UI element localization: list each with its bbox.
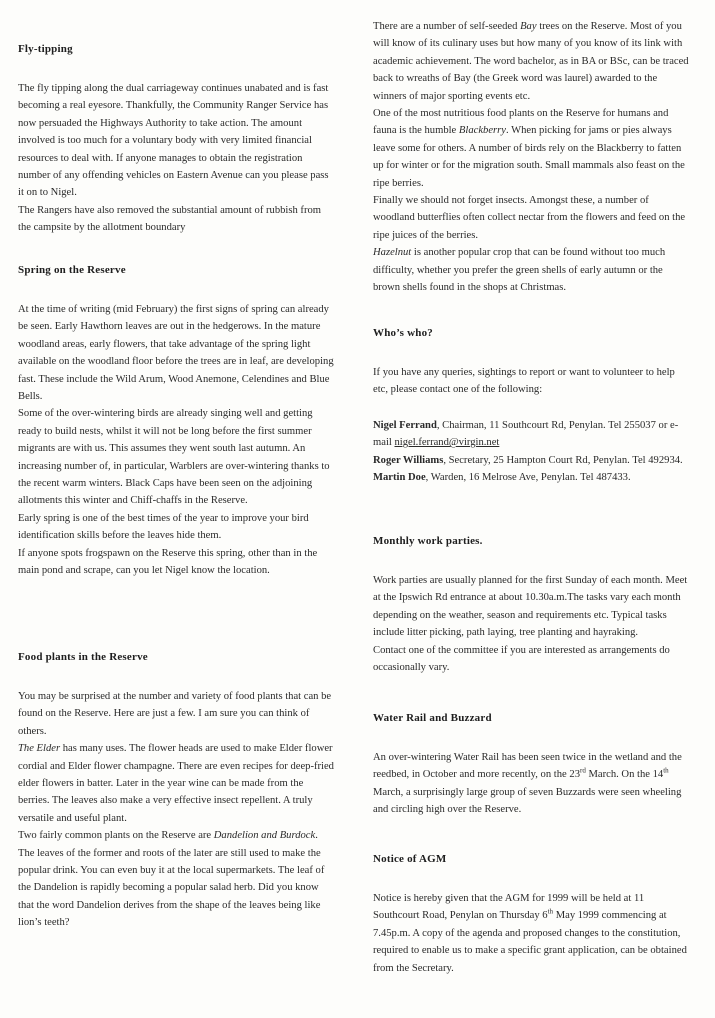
emphasis-dandelion: Dandelion and Burdock — [213, 830, 316, 842]
article-food-plants-continued — [373, 18, 691, 297]
paragraph: If anyone spots frogspawn on the Reserve this spring, other than in the main pond and scrape, can you let Nigel know the location. — [18, 547, 318, 577]
paragraph: Some of the over-wintering birds are already singing well and getting ready to build nests, whilst it will not be long before the first summer migrants are with us. This assumes they went south last autumn. An increasing number of, in particular, Warblers are over-wintering thanks to the recent warm winters. Black Caps have been seen on the adjoining allotments this winter and Chiff-chaffs in the Reserve. — [18, 408, 330, 507]
contact-chairman: Nigel Ferrand, Chairman, 11 Southcourt Rd, Penylan. Tel 255037 or e-mail nigel.ferrand@virgin.net — [373, 419, 679, 449]
article-whos-who — [373, 326, 691, 486]
paragraph: Notice is hereby given that the AGM for 1999 will be held at 11 Southcourt Road, Penylan on Thursday 6th May 1999 commencing at 7.45p.m. A copy of the agenda and proposed changes to the constitution, required to enable us to make a specific grant application, can be obtained from the Secretary. — [373, 893, 687, 974]
paragraph: The Elder has many uses. The flower heads are used to make Elder flower cordial and Elder flower champagne. There are even recipes for deep-fried elder flowers in batter. Later in the year wine can be made from the berries. The leaves also make a very effective insect repellent. A truly versatile and useful plant. — [18, 743, 334, 824]
heading-food-plants: Food plants in the Reserve — [18, 651, 148, 663]
paragraph: An over-wintering Water Rail has been seen twice in the wetland and the reedbed, in October and more recently, on the 23rd March. On the 14th March, a surprisingly large group of seven Buzzards were seen wheeling and circling high over the Reserve. — [373, 752, 682, 816]
article-food-plants — [18, 650, 336, 932]
paragraph: You may be surprised at the number and variety of food plants that can be found on the Reserve. Here are just a few. I am sure you can think of others. — [18, 691, 332, 737]
paragraph: Work parties are usually planned for the first Sunday of each month. Meet at the Ipswich Rd entrance at about 10.30a.m.The tasks vary each month depending on the weather, season and requirements etc. Typical tasks include litter picking, path laying, tree planting and hayraking. — [373, 575, 688, 639]
emphasis-elder: The Elder — [18, 743, 61, 755]
paragraph: The Rangers have also removed the substantial amount of rubbish from the campsite by the allotment boundary — [18, 204, 322, 234]
paragraph: Finally we should not forget insects. Amongst these, a number of woodland butterflies often collect nectar from the flowers and feed on the ripe juices of the berries. — [373, 195, 686, 241]
article-agm — [373, 852, 691, 977]
emphasis-hazelnut: Hazelnut — [373, 247, 412, 259]
heading-agm: Notice of AGM — [373, 853, 447, 865]
paragraph: There are a number of self-seeded Bay trees on the Reserve. Most of you will know of its culinary uses but how many of you know of its link with academic achievement. The word bachelor, as in BA or BSc, can be traced back to wreaths of Bay (the Greek word was laurel) awarded to the winners of major sporting events etc. — [373, 21, 689, 102]
heading-water-rail: Water Rail and Buzzard — [373, 712, 492, 724]
contact-warden: Martin Doe, Warden, 16 Melrose Ave, Penylan. Tel 487433. — [373, 472, 631, 484]
heading-fly-tipping: Fly-tipping — [18, 43, 73, 55]
article-fly-tipping — [18, 42, 336, 237]
article-water-rail — [373, 711, 691, 819]
paragraph: At the time of writing (mid February) the first signs of spring can already be seen. Early Hawthorn leaves are out in the hedgerows. In the mature woodland areas, early flowers, that take advantage of the spring light available on the woodland floor before the trees are in leaf, are developing fast. These include the Wild Arum, Wood Anemone, Celendines and Blue Bells. — [18, 304, 334, 403]
heading-spring: Spring on the Reserve — [18, 264, 126, 276]
paragraph: Contact one of the committee if you are interested as arrangements do occasionally vary. — [373, 644, 670, 674]
emphasis-blackberry: Blackberry — [458, 125, 506, 137]
contact-list — [373, 417, 691, 487]
heading-work-parties: Monthly work parties. — [373, 535, 483, 547]
contact-secretary: Roger Williams, Secretary, 25 Hampton Court Rd, Penylan. Tel 492934. — [373, 454, 683, 466]
article-spring — [18, 263, 336, 580]
paragraph: Early spring is one of the best times of the year to improve your bird identification skills before the leaves hide them. — [18, 512, 309, 542]
heading-whos-who: Who’s who? — [373, 327, 433, 339]
email-link[interactable]: nigel.ferrand@virgin.net — [394, 437, 500, 449]
emphasis-bay: Bay — [520, 21, 537, 32]
article-work-parties — [373, 534, 691, 676]
paragraph: Two fairly common plants on the Reserve are Dandelion and Burdock. The leaves of the former and roots of the later are still used to make the popular drink. You can even buy it at the local supermarkets. The leaf of the Dandelion is rapidly becoming a popular salad herb. Did you know that the word Dandelion derives from the shape of the leaves being like lion’s teeth? — [18, 830, 325, 929]
paragraph: If you have any queries, sightings to report or want to volunteer to help etc, please contact one of the following: — [373, 367, 675, 396]
paragraph: Hazelnut is another popular crop that can be found without too much difficulty, whether you prefer the green shells of early autumn or the brown shells found in the shops at Christmas. — [373, 247, 666, 294]
paragraph: The fly tipping along the dual carriageway continues unabated and is fast becoming a real eyesore. Thankfully, the Community Ranger Service has now persuaded the Highways Authority to take action. The amount involved is too much for a voluntary body with very limited financial resources to deal with. If anyone manages to obtain the registration number of any offending vehicles on Eastern Avenue can you please pass it on to Nigel. — [18, 83, 329, 199]
paragraph: One of the most nutritious food plants on the Reserve for humans and fauna is the humble Blackberry. When picking for jams or pies always leave some for others. A number of birds rely on the Blackberry to fatten up for winter or for the migration south. Small mammals also feast on the ripe berries. — [373, 108, 685, 189]
